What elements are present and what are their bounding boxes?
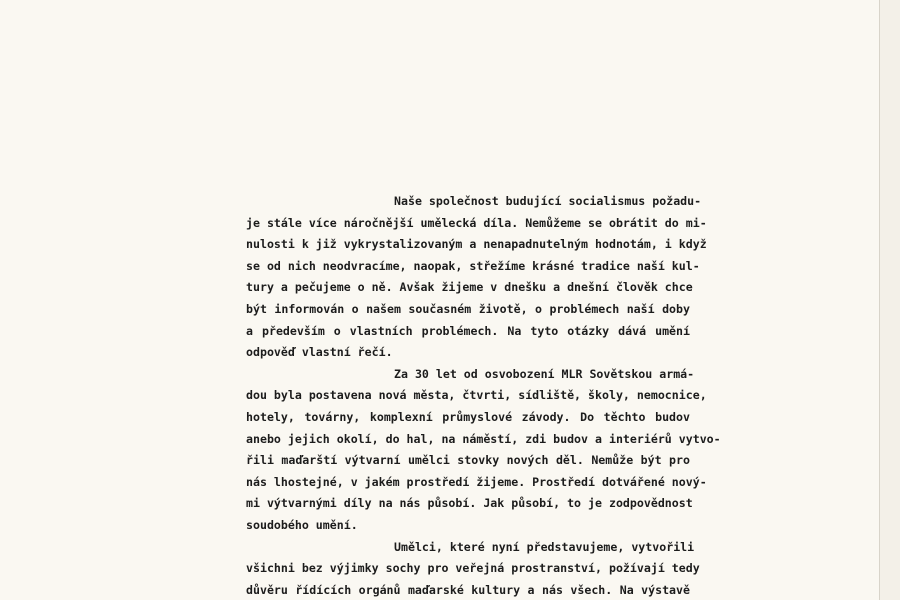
text-line: důvěru řídících orgánů maďarské kultury a nás všech. Na výstavě bbox=[246, 582, 690, 597]
text-line: soudobého umění. bbox=[246, 517, 358, 532]
text-line: všichni bez výjimky sochy pro veřejná prostranství, požívají tedy bbox=[246, 561, 700, 576]
text-line: se od nich neodvracíme, naopak, střežíme krásné tradice naší kul- bbox=[246, 258, 700, 273]
text-line: Umělci, které nyní představujeme, vytvořili bbox=[394, 539, 695, 554]
paragraph bbox=[246, 537, 700, 600]
page-edge-margin bbox=[880, 0, 900, 600]
text-line: mi výtvarnými díly na nás působí. Jak působí, to je zodpovědnost bbox=[246, 496, 693, 511]
text-line: nás lhostejné, v jakém prostředí žijeme. Prostředí dotvářené nový- bbox=[246, 474, 707, 489]
text-line: hotely, továrny, komplexní průmyslové závody. Do těchto budov bbox=[246, 409, 690, 424]
text-line: nulosti k již vykrystalizovaným a nenapadnutelným hodnotám, i když bbox=[246, 237, 707, 252]
text-line: Za 30 let od osvobození MLR Sovětskou armá- bbox=[394, 366, 695, 381]
text-line: dou byla postavena nová města, čtvrti, sídliště, školy, nemocnice, bbox=[246, 388, 707, 403]
body-text bbox=[246, 191, 721, 600]
paragraph bbox=[246, 364, 721, 537]
text-line: tury a pečujeme o ně. Avšak žijeme v dnešku a dnešní člověk chce bbox=[246, 280, 693, 295]
text-line: být informován o našem současném životě, o problémech naší doby bbox=[246, 301, 690, 316]
page-edge-line bbox=[879, 0, 880, 600]
paragraph bbox=[246, 191, 707, 364]
text-line: a především o vlastních problémech. Na tyto otázky dává umění bbox=[246, 323, 690, 338]
text-line: řili maďarští výtvarní umělci stovky nových děl. Nemůže být pro bbox=[246, 453, 690, 468]
text-line: Naše společnost budující socialismus požadu- bbox=[394, 194, 702, 208]
text-line: je stále více náročnější umělecká díla. Nemůžeme se obrátit do mi- bbox=[246, 215, 707, 230]
text-line: anebo jejich okolí, do hal, na náměstí, zdi budov a interiérů vytvo- bbox=[246, 431, 721, 446]
text-line: odpověď vlastní řečí. bbox=[246, 345, 393, 360]
